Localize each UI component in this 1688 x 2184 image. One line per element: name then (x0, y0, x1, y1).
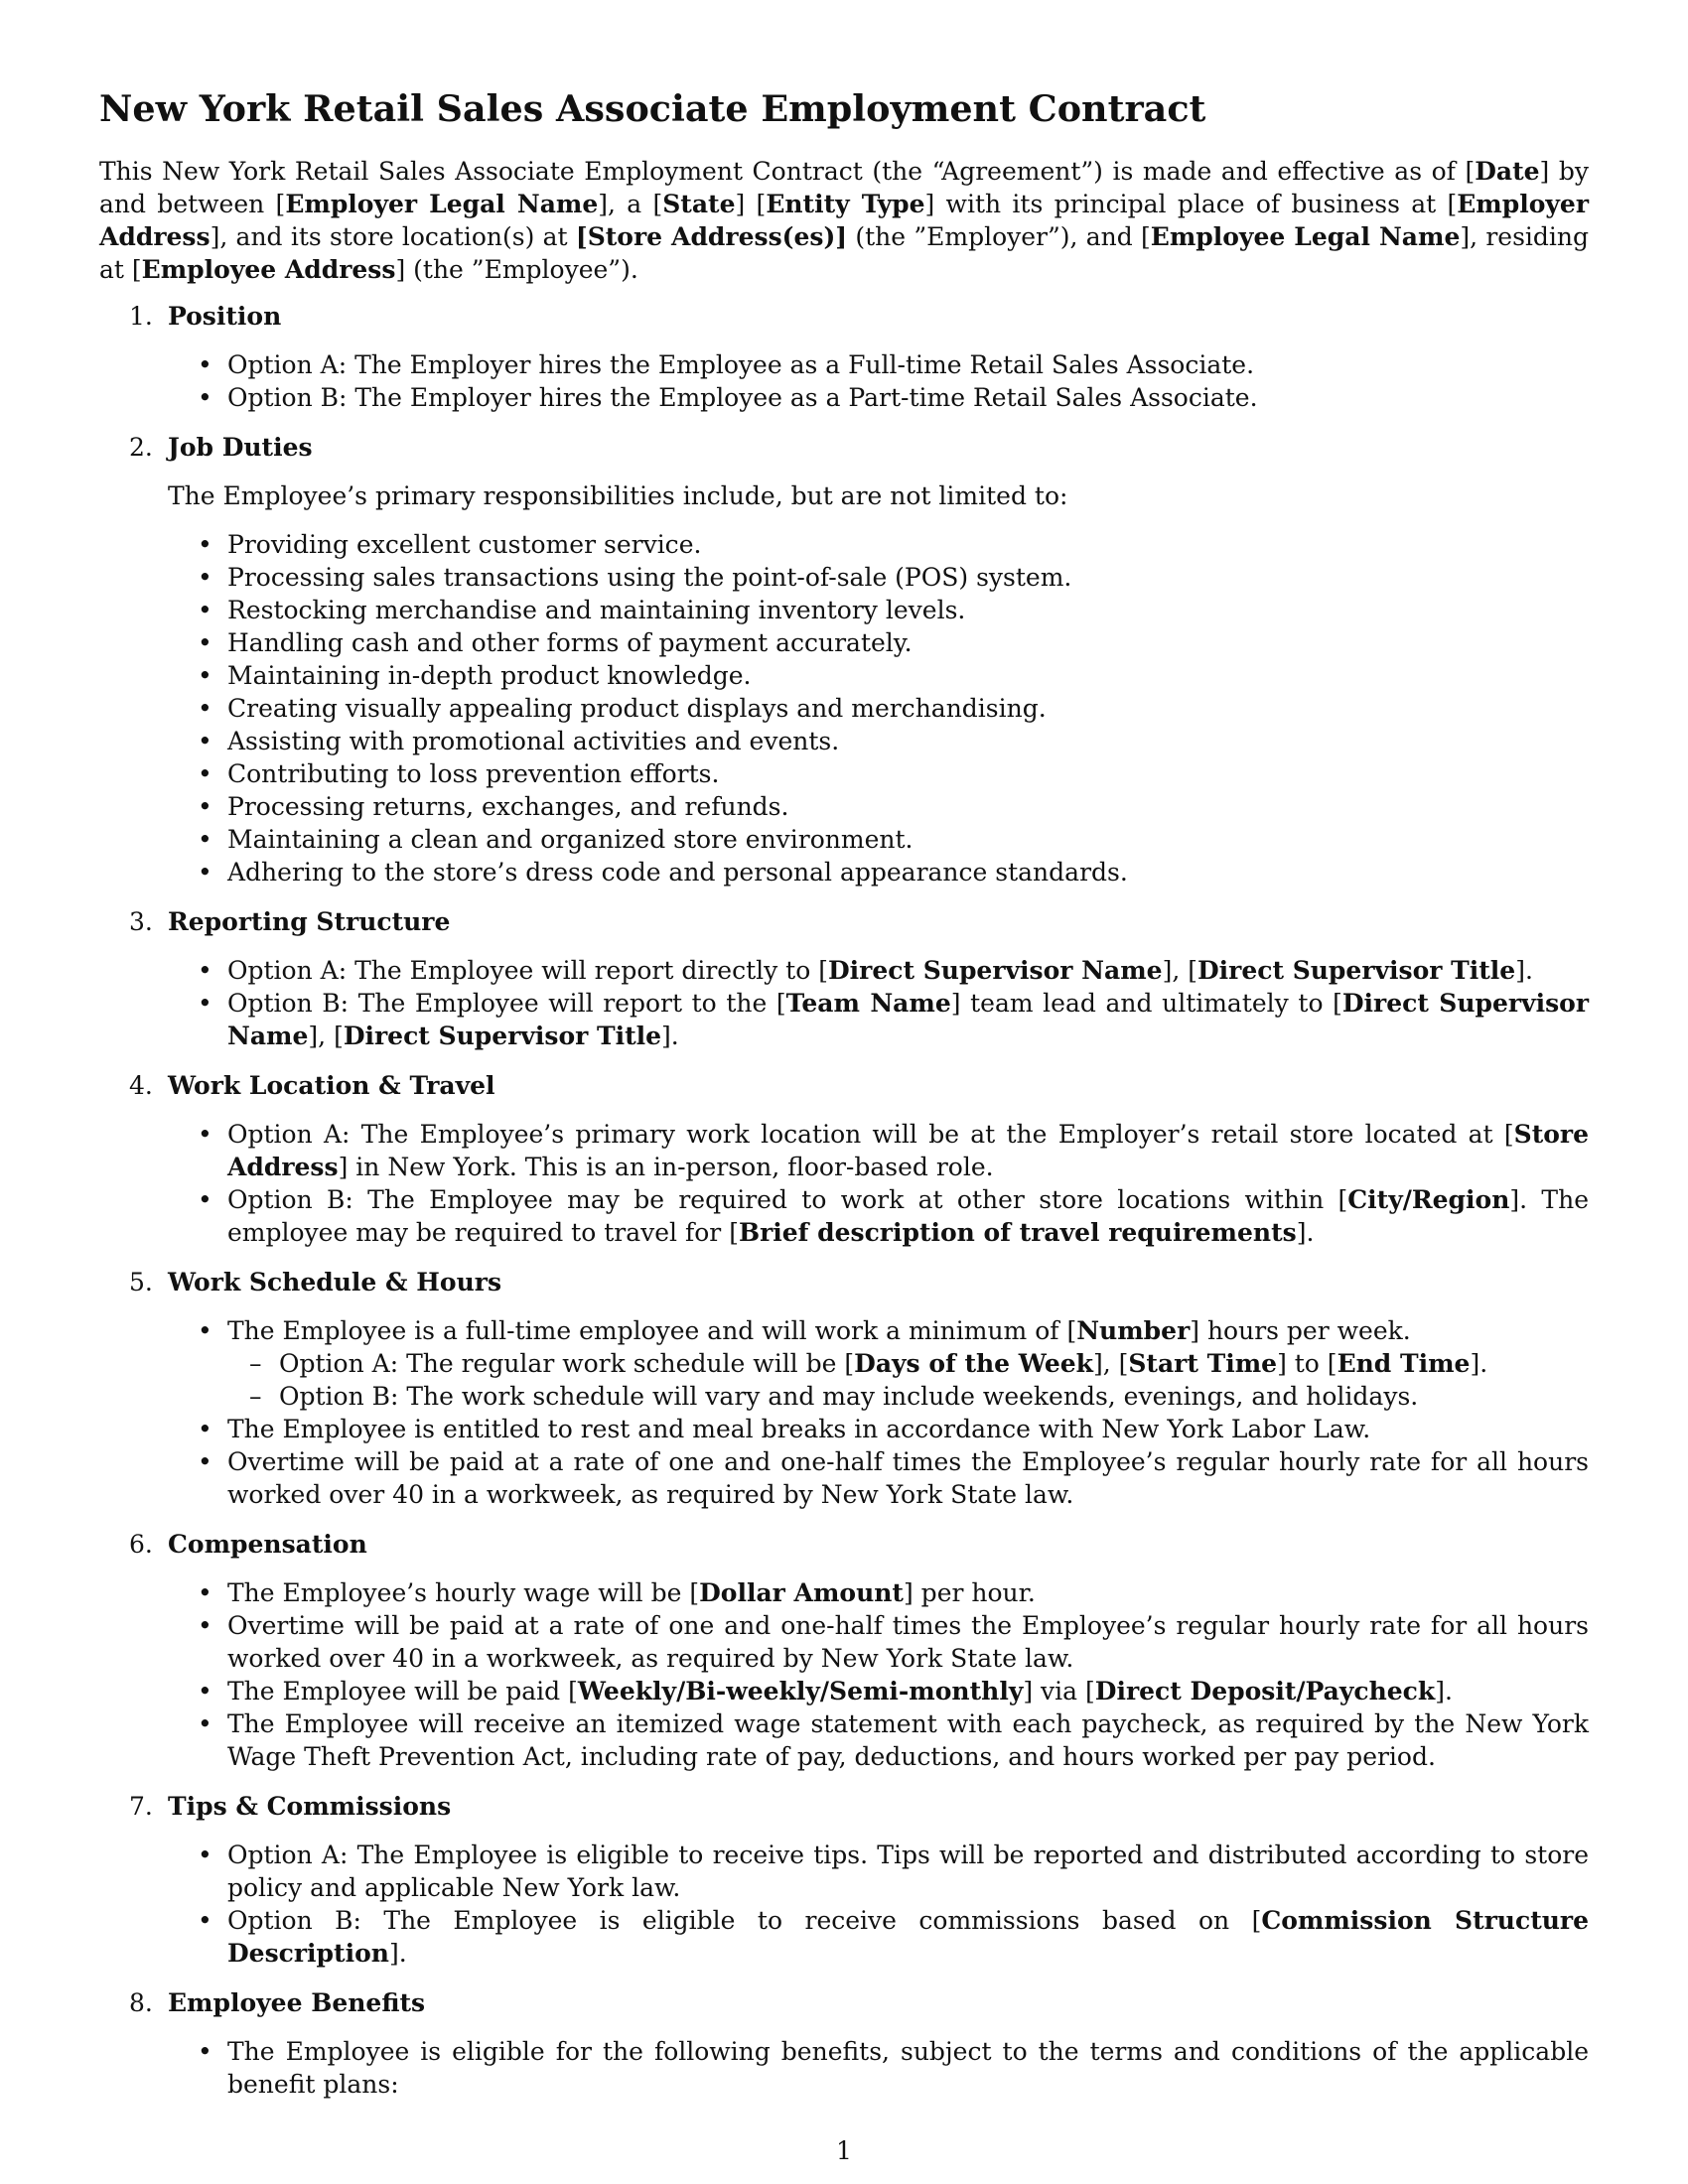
bullet-list (168, 1839, 1589, 1970)
bullet-item (168, 659, 1589, 692)
sub-bullet-text: Option B: The work schedule will vary and may include weekends, evenings, and holidays. (279, 1382, 1419, 1411)
placeholder-field: Team Name (785, 989, 951, 1018)
section-number: 7. (129, 1792, 153, 1821)
section-2 (99, 431, 1589, 888)
bullet-text: Overtime will be paid at a rate of one and one-half times the Employee’s regular hourly rate for all hours worked over 40 in a workweek, as required by New York State law. (227, 1447, 1589, 1509)
bullet-item (168, 1839, 1589, 1904)
section-number: 2. (129, 433, 153, 462)
bullet-text: ] in New York. This is an in-person, floor-based role. (338, 1153, 994, 1181)
bullet-list (168, 348, 1589, 414)
bullet-item (168, 1445, 1589, 1511)
placeholder-field: Employer Address (99, 190, 1589, 251)
section-number: 4. (129, 1071, 153, 1100)
bullet-item (168, 561, 1589, 594)
bullet-item (168, 1609, 1589, 1675)
section-6 (99, 1528, 1589, 1773)
bullet-item (168, 1904, 1589, 1970)
section-number: 1. (129, 302, 153, 331)
intro-text: ] by and between [ (99, 157, 1589, 218)
intro-text: [ (1465, 157, 1476, 186)
placeholder-field: Direct Supervisor Name (227, 989, 1589, 1050)
bullet-text: ]. (1515, 956, 1533, 985)
sub-bullet-item (227, 1347, 1589, 1380)
bullet-item (168, 1413, 1589, 1445)
bullet-item (168, 528, 1589, 561)
bullet-item (168, 954, 1589, 987)
placeholder-field: Employer Legal Name (285, 190, 599, 218)
intro-text: ] (the ”Employee”). (395, 255, 638, 284)
bullet-list (168, 528, 1589, 888)
bullet-item (168, 626, 1589, 659)
sub-bullet-list (227, 1347, 1589, 1413)
bullet-text: ] per hour. (903, 1578, 1036, 1607)
placeholder-field: [Store Address(es)] (575, 222, 848, 251)
bullet-text: The Employee is entitled to rest and meal breaks in accordance with New York Labor Law. (227, 1415, 1371, 1443)
bullet-text: ]. (1435, 1677, 1453, 1706)
section-title: Work Schedule & Hours (168, 1268, 502, 1297)
bullet-text: Overtime will be paid at a rate of one and one-half times the Employee’s regular hourly rate for all hours worked over 40 in a workweek, as required by New York State law. (227, 1611, 1589, 1673)
bullet-item (168, 725, 1589, 757)
document-page (99, 85, 1589, 2117)
section-title: Job Duties (168, 433, 313, 462)
bullet-text: ], [ (1162, 956, 1197, 985)
bullet-text: The Employee will receive an itemized wage statement with each paycheck, as required by the New York Wage Theft Prevention Act, including rate of pay, deductions, and hours worked per pay period. (227, 1709, 1589, 1771)
section-3 (99, 905, 1589, 1052)
bullet-item (168, 1675, 1589, 1707)
placeholder-field: State (662, 190, 736, 218)
placeholder-field: Dollar Amount (699, 1578, 904, 1607)
page-number: 1 (836, 2136, 852, 2165)
bullet-item (168, 1183, 1589, 1249)
bullet-text: Maintaining a clean and organized store environment. (227, 825, 914, 854)
bullet-item (168, 381, 1589, 414)
placeholder-field: Direct Supervisor Title (343, 1022, 662, 1050)
bullet-list (168, 954, 1589, 1052)
section-lead-text: The Employee’s primary responsibilities include, but are not limited to: (168, 481, 1068, 510)
placeholder-field: City/Region (1347, 1185, 1510, 1214)
placeholder-field: Date (1475, 157, 1540, 186)
intro-text: ], a [ (598, 190, 663, 218)
section-title: Compensation (168, 1530, 367, 1559)
bullet-item (168, 1576, 1589, 1609)
bullet-item (168, 1314, 1589, 1413)
bullet-text: Option B: The Employee will report to the [ (227, 989, 786, 1018)
bullet-item (168, 790, 1589, 823)
intro-text: ] [ (735, 190, 767, 218)
placeholder-field: Direct Supervisor Name (827, 956, 1163, 985)
placeholder-field: Brief description of travel requirements (738, 1218, 1297, 1247)
bullet-text: ]. (1296, 1218, 1315, 1247)
bullet-text: Option B: The Employee may be required to work at other store locations within [ (227, 1185, 1348, 1214)
bullet-text: Option B: The Employee is eligible to receive commissions based on [ (227, 1906, 1262, 1935)
document-title: New York Retail Sales Associate Employment Contract (99, 87, 1206, 130)
section-title: Work Location & Travel (168, 1071, 495, 1100)
intro-text: This New York Retail Sales Associate Employment Contract (the “Agreement”) is made and effective as of (99, 157, 1466, 186)
section-title: Tips & Commissions (168, 1792, 452, 1821)
section-8 (99, 1986, 1589, 2101)
placeholder-field: Direct Deposit/Paycheck (1094, 1677, 1436, 1706)
bullet-list (168, 1314, 1589, 1511)
placeholder-field: Entity Type (766, 190, 925, 218)
bullet-item (168, 594, 1589, 626)
bullet-text: ]. (661, 1022, 679, 1050)
bullet-text: The Employee is eligible for the following benefits, subject to the terms and conditions of the applicable benefit plans: (227, 2037, 1589, 2099)
placeholder-field: Direct Supervisor Title (1196, 956, 1516, 985)
bullet-text: Handling cash and other forms of payment accurately. (227, 628, 913, 657)
bullet-list (168, 1118, 1589, 1249)
bullet-text: Option A: The Employee’s primary work location will be at the Employer’s retail store located at [ (227, 1120, 1514, 1149)
bullet-item (168, 2035, 1589, 2101)
bullet-text: Providing excellent customer service. (227, 530, 702, 559)
placeholder-field: Store Address (227, 1120, 1589, 1181)
bullet-text: Restocking merchandise and maintaining inventory levels. (227, 596, 966, 624)
bullet-text: The Employee’s hourly wage will be [ (227, 1578, 700, 1607)
bullet-text: ] via [ (1023, 1677, 1095, 1706)
bullet-list (168, 1576, 1589, 1773)
bullet-text: ] hours per week. (1190, 1316, 1411, 1345)
intro-text: (the ”Employer”), and [ (847, 222, 1151, 251)
placeholder-field: Start Time (1128, 1349, 1278, 1378)
section-7 (99, 1790, 1589, 1970)
bullet-text: Adhering to the store’s dress code and personal appearance standards. (227, 858, 1128, 887)
bullet-item (168, 348, 1589, 381)
bullet-text: ]. (388, 1939, 407, 1968)
bullet-text: ] team lead and ultimately to [ (950, 989, 1342, 1018)
bullet-text: Creating visually appealing product displays and merchandising. (227, 694, 1047, 723)
bullet-text: The Employee will be paid [ (227, 1677, 578, 1706)
sub-bullet-text: ] to [ (1277, 1349, 1337, 1378)
section-number: 6. (129, 1530, 153, 1559)
bullet-text: Processing returns, exchanges, and refunds. (227, 792, 789, 821)
section-title: Reporting Structure (168, 907, 451, 936)
bullet-text: Option A: The Employer hires the Employee as a Full-time Retail Sales Associate. (227, 350, 1255, 379)
intro-paragraph (99, 155, 1589, 286)
section-5 (99, 1266, 1589, 1511)
intro-text: ] with its principal place of business at [ (924, 190, 1458, 218)
bullet-text: Option A: The Employee is eligible to receive tips. Tips will be reported and distributed according to store policy and applicable New York law. (227, 1841, 1589, 1902)
bullet-item (168, 1118, 1589, 1183)
sub-bullet-text: ]. (1470, 1349, 1488, 1378)
section-1 (99, 300, 1589, 414)
sub-bullet-text: Option A: The regular work schedule will be [ (279, 1349, 855, 1378)
placeholder-field: Weekly/Bi-weekly/Semi-monthly (577, 1677, 1024, 1706)
intro-text: ], residing at [ (99, 222, 1590, 284)
bullet-text: Option A: The Employee will report directly to [ (227, 956, 828, 985)
bullet-item (168, 856, 1589, 888)
bullet-item (168, 692, 1589, 725)
section-number: 8. (129, 1988, 153, 2017)
section-number: 3. (129, 907, 153, 936)
placeholder-field: Employee Legal Name (1150, 222, 1461, 251)
bullet-text: Contributing to loss prevention efforts. (227, 759, 720, 788)
section-list (99, 300, 1589, 2101)
placeholder-field: End Time (1336, 1349, 1471, 1378)
bullet-text: ]. The employee may be required to travel for [ (227, 1185, 1590, 1247)
sub-bullet-item (227, 1380, 1589, 1413)
bullet-text: Processing sales transactions using the point-of-sale (POS) system. (227, 563, 1072, 592)
bullet-list (168, 2035, 1589, 2101)
bullet-item (168, 757, 1589, 790)
bullet-text: ], [ (308, 1022, 344, 1050)
sub-bullet-text: ], [ (1092, 1349, 1129, 1378)
bullet-item (168, 823, 1589, 856)
section-number: 5. (129, 1268, 153, 1297)
placeholder-field: Commission Structure Description (227, 1906, 1589, 1968)
bullet-text: The Employee is a full-time employee and will work a minimum of [ (227, 1316, 1077, 1345)
bullet-text: Maintaining in-depth product knowledge. (227, 661, 752, 690)
placeholder-field: Employee Address (141, 255, 396, 284)
section-4 (99, 1069, 1589, 1249)
bullet-item (168, 1707, 1589, 1773)
section-title: Position (168, 302, 282, 331)
placeholder-field: Number (1076, 1316, 1191, 1345)
bullet-text: Assisting with promotional activities and events. (227, 727, 840, 755)
bullet-item (168, 987, 1589, 1052)
section-title: Employee Benefits (168, 1988, 426, 2017)
bullet-text: Option B: The Employer hires the Employee as a Part-time Retail Sales Associate. (227, 383, 1258, 412)
intro-text: ], and its store location(s) at (210, 222, 576, 251)
placeholder-field: Days of the Week (854, 1349, 1093, 1378)
